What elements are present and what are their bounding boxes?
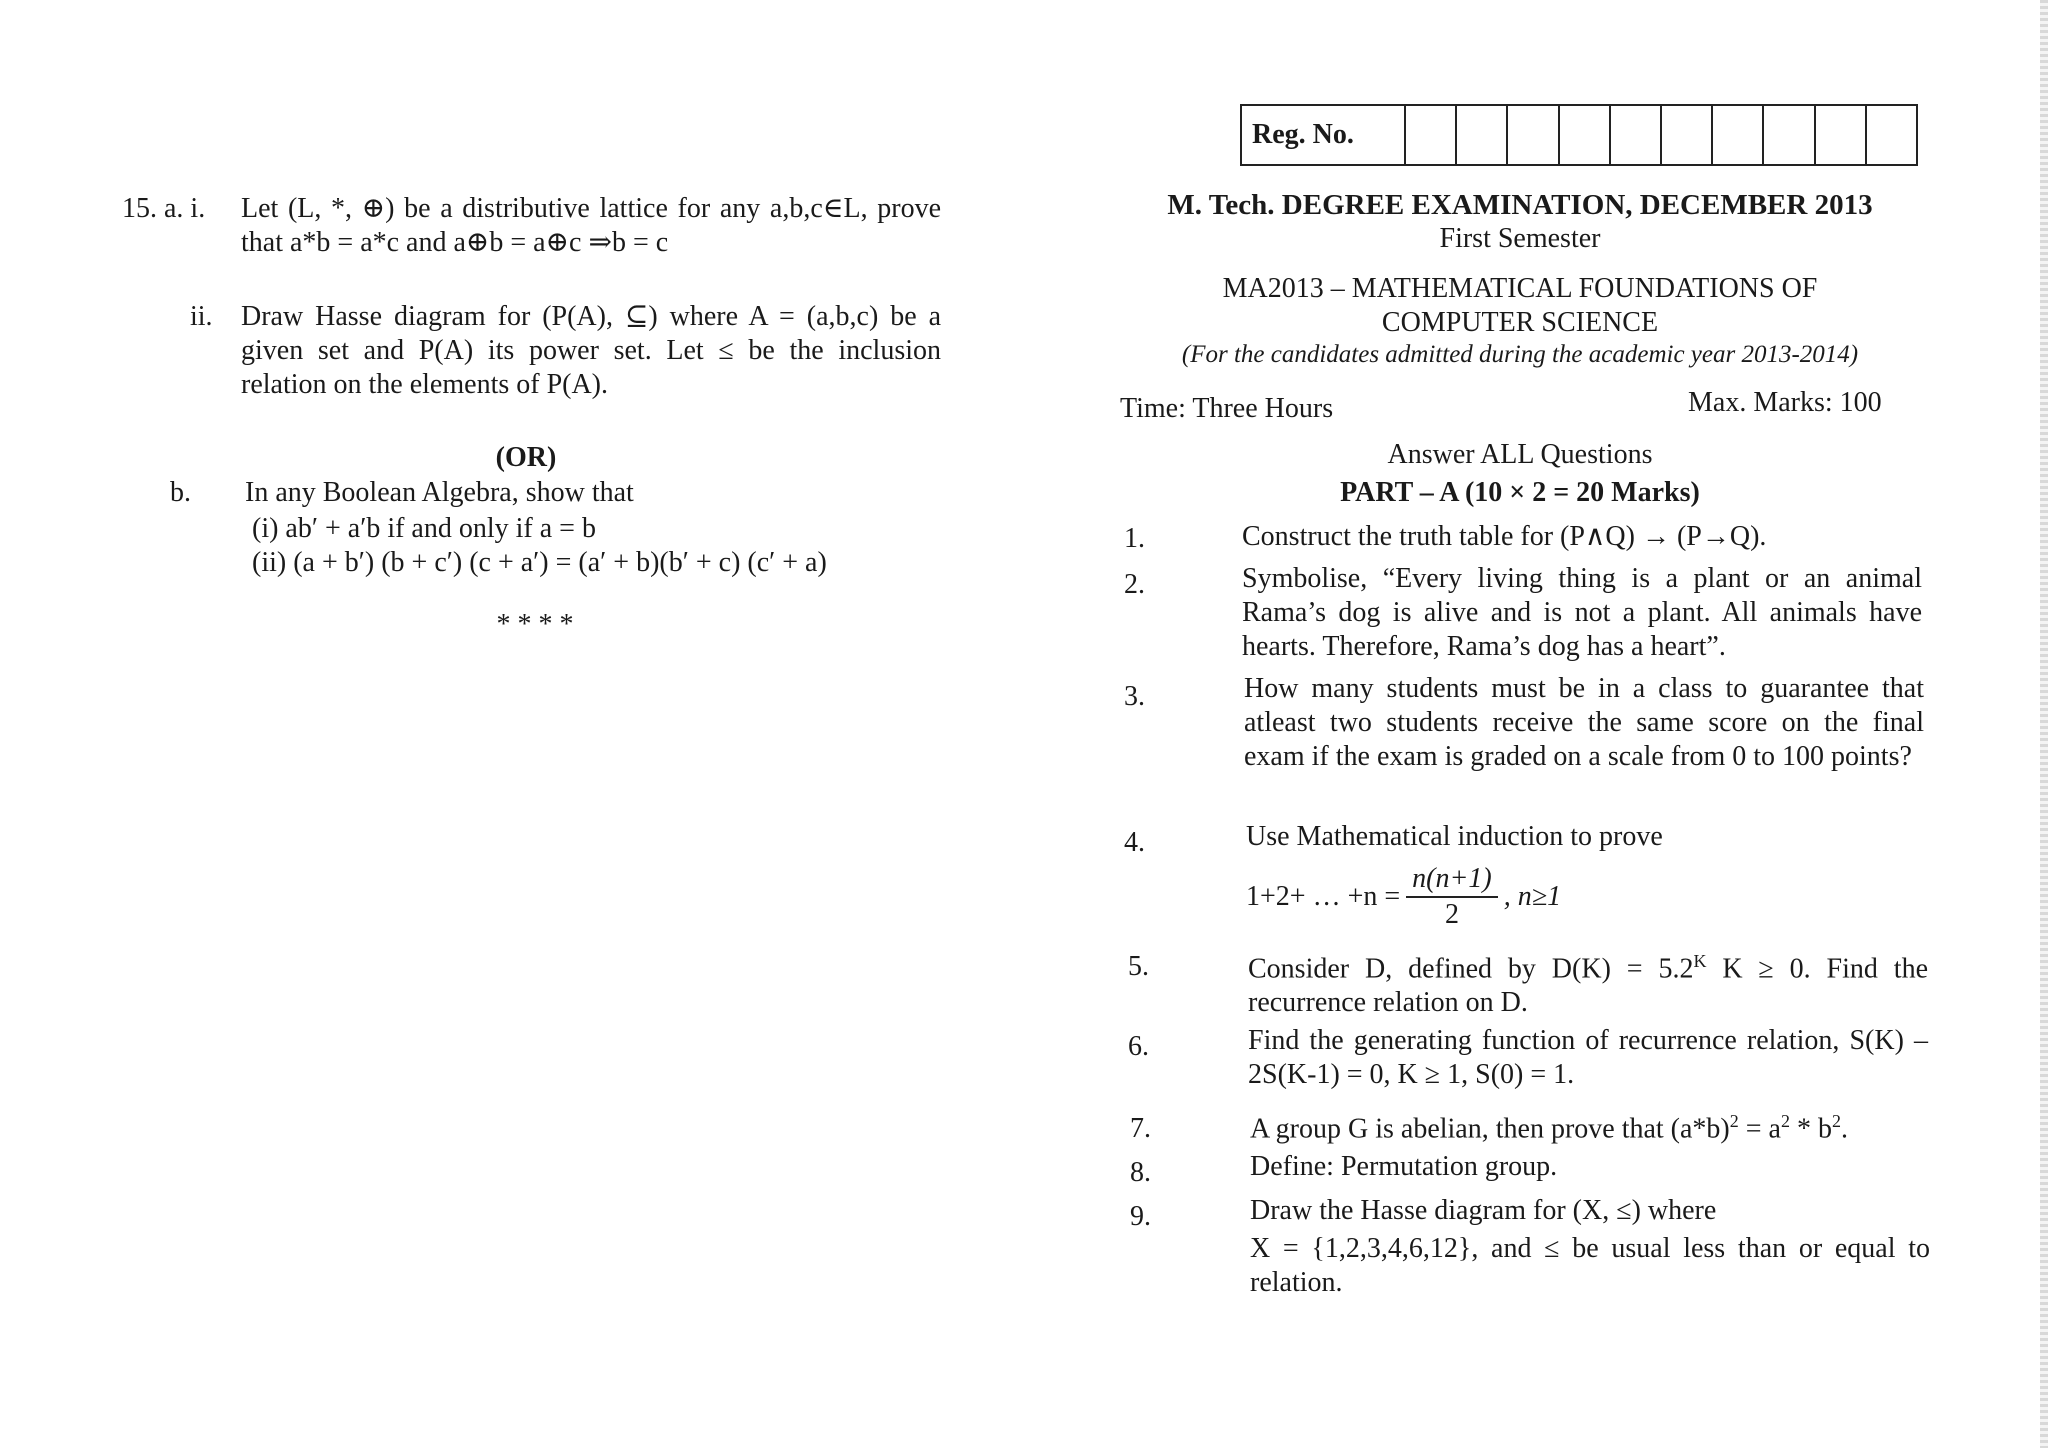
exam-title: M. Tech. DEGREE EXAMINATION, DECEMBER 2013 [1167, 189, 1873, 221]
or-divider: (OR) [495, 442, 557, 473]
q7-text-end: . [1840, 1113, 1848, 1145]
reg-no-cell[interactable] [1867, 106, 1916, 164]
q1-text: Construct the truth table for (P∧Q) → (P→Q). [1242, 521, 1767, 552]
reg-no-cell[interactable] [1764, 106, 1815, 164]
q7-text [1250, 1104, 1930, 1146]
max-marks-label: Max. Marks: 100 [1688, 387, 1882, 418]
q15a-ii-label: ii. [190, 301, 213, 332]
q4-formula-right: , n≥1 [1503, 881, 1562, 912]
q6-text: Find the generating function of recurrence relation, S(K) – 2S(K-1) = 0, K ≥ 1, S(0) = 1. [1248, 1025, 1928, 1090]
q4-formula-left: 1+2+ … +n = [1246, 881, 1401, 912]
q15b-label: b. [170, 477, 191, 508]
q5-superscript: K [1693, 951, 1707, 971]
end-stars: * * * * [496, 609, 574, 640]
q4-fraction-numerator: n(n+1) [1406, 862, 1498, 898]
admission-note: (For the candidates admitted during the academic year 2013-2014) [1181, 341, 1859, 368]
reg-no-label: Reg. No. [1242, 106, 1406, 164]
q5-number: 5. [1128, 951, 1149, 982]
reg-no-cell[interactable] [1713, 106, 1764, 164]
q8-text: Define: Permutation group. [1250, 1151, 1558, 1182]
q4-number: 4. [1124, 827, 1145, 858]
reg-no-cell[interactable] [1508, 106, 1559, 164]
q7-number: 7. [1130, 1113, 1151, 1144]
q9-text: Draw the Hasse diagram for (X, ≤) where [1250, 1195, 1717, 1226]
q5-text [1248, 944, 1928, 1020]
q7-text-mid: = a [1738, 1113, 1781, 1145]
q2-text: Symbolise, “Every living thing is a plant or an animal Rama’s dog is alive and is not a plant. All animals have hearts. Therefore, Rama’s dog has a heart”. [1242, 563, 1922, 662]
q15b-text: In any Boolean Algebra, show that [245, 477, 634, 508]
q2-number: 2. [1124, 569, 1145, 600]
q15a-ii-text: Draw Hasse diagram for (P(A), ⊆) where A = (a,b,c) be a given set and P(A) its power set. Let ≤ be the inclusion relation on the elements of P(A). [241, 301, 941, 400]
course-title-line1: MA2013 – MATHEMATICAL FOUNDATIONS OF [1222, 273, 1818, 304]
q9-text-continued: X = {1,2,3,4,6,12}, and ≤ be usual less than or equal to relation. [1250, 1233, 1930, 1298]
q3-number: 3. [1124, 681, 1145, 712]
q9-number: 9. [1130, 1201, 1151, 1232]
q15a-i-text: Let (L, *, ⊕) be a distributive lattice for any a,b,c∈L, prove that a*b = a*c and a⊕b = a⊕c ⇒b = c [241, 193, 941, 258]
q4-formula [1246, 862, 1561, 932]
semester: First Semester [1439, 223, 1601, 254]
reg-no-cell[interactable] [1457, 106, 1508, 164]
q7-text-part1: A group G is abelian, then prove that (a*b) [1250, 1113, 1730, 1145]
q5-text-part2: K ≥ 0. Find the recurrence relation on D. [1248, 953, 1928, 1019]
q5-text-part1: Consider D, defined by D(K) = 5.2 [1248, 953, 1694, 985]
q7-sup3: 2 [1831, 1111, 1841, 1131]
answer-all-instruction: Answer ALL Questions [1387, 439, 1653, 470]
reg-no-cell[interactable] [1816, 106, 1867, 164]
q15b-i-text: (i) ab′ + a′b if and only if a = b [252, 513, 596, 544]
q15a-label: 15. a. i. [122, 193, 206, 224]
q3-text: How many students must be in a class to guarantee that atleast two students receive the same score on the final exam if the exam is graded on a scale from 0 to 100 points? [1244, 673, 1924, 772]
q1-number: 1. [1124, 523, 1145, 554]
q7-sup2: 2 [1780, 1111, 1790, 1131]
q4-fraction-denominator: 2 [1444, 899, 1459, 930]
reg-no-cell[interactable] [1560, 106, 1611, 164]
q15b-ii-text: (ii) (a + b′) (b + c′) (c + a′) = (a′ + b)(b′ + c) (c′ + a) [252, 547, 827, 578]
q8-number: 8. [1130, 1157, 1151, 1188]
reg-no-cell[interactable] [1406, 106, 1457, 164]
reg-no-cell[interactable] [1611, 106, 1662, 164]
q7-text-mid2: * b [1789, 1113, 1832, 1145]
reg-no-box [1240, 104, 1918, 166]
time-label: Time: Three Hours [1120, 393, 1334, 424]
q4-fraction [1406, 862, 1498, 932]
reg-no-cell[interactable] [1662, 106, 1713, 164]
q7-sup1: 2 [1729, 1111, 1739, 1131]
q4-text: Use Mathematical induction to prove [1246, 821, 1663, 852]
part-a-heading: PART – A (10 × 2 = 20 Marks) [1340, 477, 1700, 508]
scan-edge-border [2040, 0, 2048, 1448]
course-title-line2: COMPUTER SCIENCE [1381, 307, 1659, 338]
q6-number: 6. [1128, 1031, 1149, 1062]
